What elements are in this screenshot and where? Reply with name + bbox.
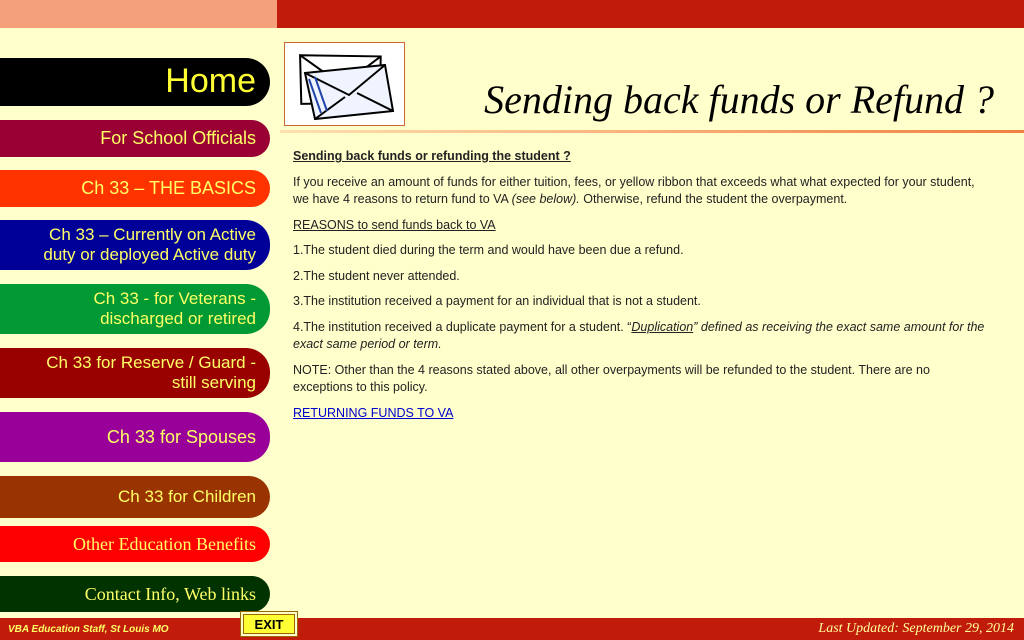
nav-label: Ch 33 – THE BASICS [81, 178, 256, 199]
nav-label: For School Officials [100, 128, 256, 149]
nav-ch33-basics-button[interactable] [0, 170, 270, 207]
nav-school-officials-button[interactable] [0, 120, 270, 157]
header-bar-right [277, 0, 1024, 28]
nav-label-line2: duty or deployed Active duty [43, 245, 256, 264]
envelopes-icon [284, 42, 405, 126]
intro-text: If you receive an amount of funds for either tuition, fees, or yellow ribbon that exceeds what what expected for your student, we have 4 reasons to return fund to VA [293, 174, 975, 206]
nav-label-line1: Ch 33 – Currently on Active [49, 225, 256, 245]
reasons-heading: REASONS to send funds back to VA [293, 217, 496, 232]
nav-label: Ch 33 for Spouses [106, 426, 256, 447]
nav-home-label: Home [165, 62, 256, 101]
reason-2: 2.The student never attended. [293, 268, 460, 283]
nav-label: Other Education Benefits [73, 533, 256, 554]
nav-label-line1: Ch 33 for Reserve / Guard - [46, 353, 256, 373]
duplication-term: Duplication [631, 319, 694, 334]
page-title: Sending back funds or Refund ? [484, 77, 994, 122]
last-updated: Last Updated: September 29, 2014 [818, 621, 1014, 636]
exit-button[interactable]: EXIT [240, 611, 298, 637]
note-paragraph: NOTE: Other than the 4 reasons stated above, all other overpayments will be refunded to the student. There are no exceptions to this policy. [293, 362, 930, 394]
title-divider [280, 130, 1024, 133]
intro-end: Otherwise, refund the student the overpayment. [579, 192, 848, 206]
nav-ch33-spouses-button[interactable] [0, 412, 270, 462]
nav-contact-info-button[interactable] [0, 576, 270, 612]
reason-1: 1.The student died during the term and would have been due a refund. [293, 243, 684, 257]
reason-4-start: 4.The institution received a duplicate payment for a student. “ [293, 319, 632, 334]
footer-credit: VBA Education Staff, St Louis MO [8, 624, 169, 635]
reason-4 [293, 319, 993, 354]
intro-paragraph [293, 174, 993, 209]
reason-3: 3.The institution received a payment for an individual that is not a student. [293, 294, 701, 308]
main-content [293, 148, 993, 430]
nav-label-line1: Ch 33 - for Veterans - [93, 289, 256, 309]
nav-label-line2: discharged or retired [100, 309, 256, 328]
nav-ch33-veterans-button[interactable] [0, 284, 270, 334]
content-heading: Sending back funds or refunding the student ? [293, 149, 571, 163]
nav-label: Ch 33 for Children [118, 487, 256, 507]
returning-funds-link[interactable]: RETURNING FUNDS TO VA [293, 405, 454, 420]
nav-ch33-children-button[interactable] [0, 476, 270, 518]
nav-label: Contact Info, Web links [84, 583, 256, 604]
nav-ch33-reserve-guard-button[interactable] [0, 348, 270, 398]
intro-italic: (see below). [511, 192, 580, 206]
nav-home-button[interactable] [0, 58, 270, 106]
sidebar-nav [0, 28, 280, 618]
nav-other-benefits-button[interactable] [0, 526, 270, 562]
nav-ch33-active-duty-button[interactable] [0, 220, 270, 270]
header-bar-left [0, 0, 277, 28]
nav-label-line2: still serving [171, 373, 256, 392]
reason-4-end: ” defined as receiving the exact same amount for the exact same period or term. [293, 319, 985, 351]
